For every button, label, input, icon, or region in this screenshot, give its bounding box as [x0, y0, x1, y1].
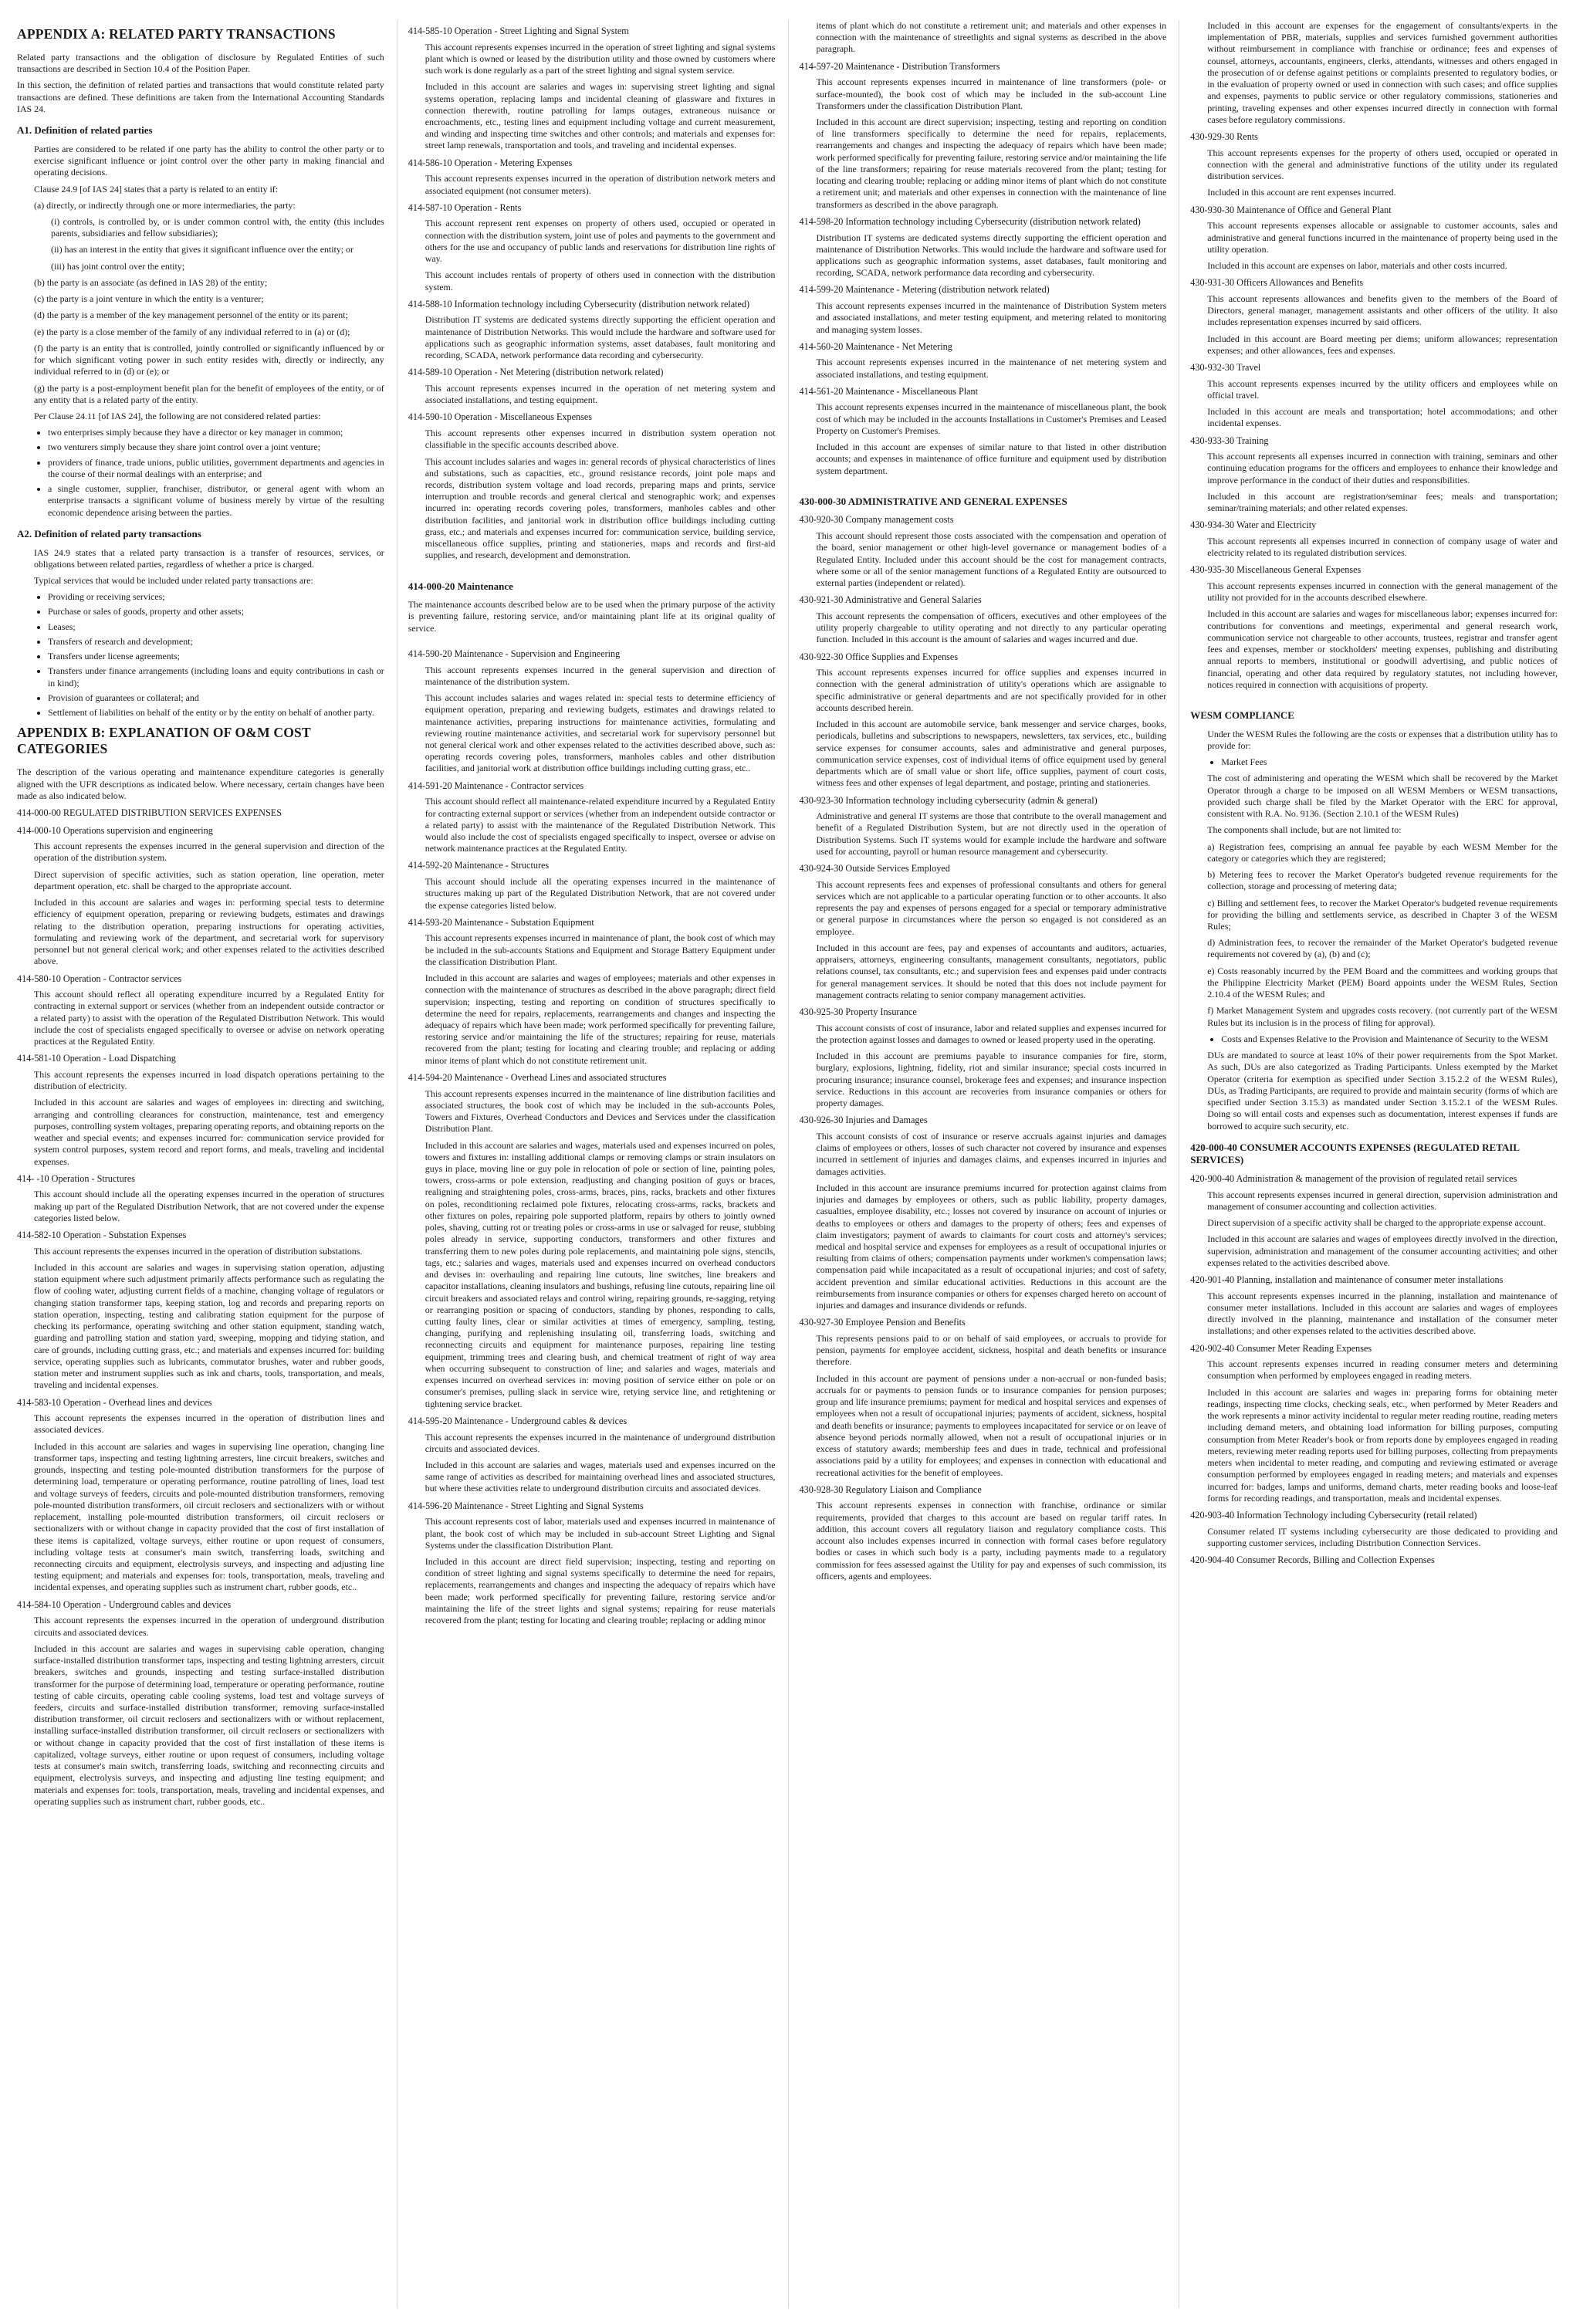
- account-heading: 414-000-10 Operations supervision and engineering: [17, 824, 213, 836]
- account-heading: 414-580-10 Operation - Contractor services: [17, 973, 182, 984]
- account-heading: 420-902-40 Consumer Meter Reading Expenses: [1190, 1342, 1372, 1354]
- account-heading: 430-933-30 Training: [1190, 435, 1269, 446]
- account-heading: 414- -10 Operation - Structures: [17, 1172, 135, 1184]
- paragraph: This account represents expenses incurred in the planning, installation and maintenance of consumer meter installations. Included in this account are salaries and wages of employees directly involved in the planning, maintenance and installation of the consumer meter installations; and other expenses related to the activities described above.: [1207, 1290, 1558, 1337]
- account-heading: 430-935-30 Miscellaneous General Expenses: [1190, 564, 1362, 576]
- account-heading: 414-591-20 Maintenance - Contractor services: [408, 780, 584, 791]
- paragraph: This account represents all expenses incurred in connection with training, seminars and other continuing education programs for the officers and employees to enhance their knowledge and improve performance in the conduct of their duties and responsibilities.: [1207, 451, 1558, 485]
- account-heading: 430-925-30 Property Insurance: [799, 1006, 917, 1018]
- list-item: (e) the party is a close member of the family of any individual referred to in (a) or (d);: [34, 326, 350, 337]
- list-item: (ii) has an interest in the entity that gives it significant influence over the entity; or: [51, 244, 354, 255]
- account-heading: 420-904-40 Consumer Records, Billing and Collection Expenses: [1190, 1554, 1435, 1566]
- list-item: b) Metering fees to recover the Market Operator's budgeted revenue requirements for the collection, storage and processing of metering data;: [1207, 869, 1558, 892]
- paragraph: This account represents expenses for the property of others used, occupied or operated in connection with the general and administrative functions of the utility under its regulated distribution services.: [1207, 147, 1558, 182]
- paragraph: Included in this account are salaries and wages in supervising cable operation, changing surface-installed distribution transformer taps, inspecting and testing lightning arresters, circuit breakers, switches and grounds, inspecting and testing surface-installed distribution transformer for the purpose of determining load, temperature or operating performance, routine testing of cable circuits, operating cable cooling systems, load test and voltage surveys of feeders, circuits and surface-installed distribution transformer, removing surface-installed distribution transformer, oil circuit reclosers and sectionalizers with or without replacement, installing surface-installed distribution transformer, oil circuit reclosers or sectionalizers with or without change in capacity provided that the cost of first installation of these items is capitalized, voltage surveys, either routine or upon request of consumers, including voltage tests at consumer's main switch, transferring loads, switching and reconnecting circuits and equipment, electrolysis surveys, and inspecting and adjusting line testing equipment; and materials and expenses for: tools, transportation, meals, traveling and incidental expenses, and operating supplies such as instrument chart, rubber goods, etc..: [34, 1642, 384, 1807]
- bullet-list: [17, 591, 384, 719]
- paragraph: This account represents expenses incurred in maintenance of plant, the book cost of which may be included in the sub-accounts Stations and Equipment and Storage Battery Equipment under the classification Distribution Plant.: [425, 932, 776, 967]
- list-item: (b) the party is an associate (as defined in IAS 28) of the entity;: [34, 276, 268, 288]
- paragraph: items of plant which do not constitute a retirement unit; and materials and other expenses in connection with the maintenance of streetlights and signal systems as described in the above paragraph.: [816, 20, 1167, 55]
- section-heading: 430-000-30 ADMINISTRATIVE AND GENERAL EXPENSES: [799, 495, 1067, 507]
- paragraph: Included in this account are expenses of similar nature to that listed in other distribution accounts; and expenses in maintenance of office furniture and equipment used by distribution system department.: [816, 441, 1167, 476]
- column-3: [788, 20, 1167, 2309]
- section-heading: WESM COMPLIANCE: [1190, 709, 1294, 722]
- paragraph: Included in this account are Board meeting per diems; uniform allowances; representation expenses; and other allowances, fees and expenses.: [1207, 333, 1558, 356]
- paragraph: This account represents expenses incurred in the maintenance of Distribution System meters and associated installations, and meter testing equipment, and metering related to monitoring and managing system losses.: [816, 300, 1167, 335]
- account-heading: 430-924-30 Outside Services Employed: [799, 863, 950, 874]
- account-heading: 430-930-30 Maintenance of Office and General Plant: [1190, 204, 1392, 215]
- list-item: f) Market Management System and upgrades costs recovery. (not currently part of the WESM Rules but its inclusion is in the process of filing for approval).: [1207, 1005, 1558, 1028]
- account-heading: 420-900-40 Administration & management of the provision of regulated retail services: [1190, 1173, 1517, 1185]
- paragraph: Included in this account are automobile service, bank messenger and service charges, books, periodicals, bulletins and subscriptions to newspapers, newsletters, tax services, etc., building service expenses for consumer accounts, sales and administrative and general purposes, communication service expenses, cost of individual items of office equipment used by general departments which are of small value or short life, office supplies, payment of court costs, witness fees and other expenses of legal department, and postage, printing and stationeries.: [816, 719, 1167, 789]
- list-item: c) Billing and settlement fees, to recover the Market Operator's budgeted revenue requirements for providing the billing and settlements service, as described in Chapter 3 of the WESM Rules;: [1207, 897, 1558, 932]
- paragraph: This account represents expenses incurred in connection with the general management of the utility not provided for in the accounts described elsewhere.: [1207, 580, 1558, 604]
- paragraph: This account represents expenses in connection with franchise, ordinance or similar requirements, provided that charges to this account are based on regular tariff rates. In addition, this account covers all regulatory liaison and regulatory compliance costs. This account also includes expenses incurred in connection with formal cases before regulatory bodies or cases in which such body is a party, including payments made to a regulatory commission for fees assessed against the Utility for pay and expenses of such commission, its officers, agents and employees.: [816, 1500, 1167, 1581]
- paragraph: This account represent rent expenses on property of others used, occupied or operated in connection with the distribution system, joint use of poles and payments to the government and others for the use and occupancy of public lands and reservations for distribution line rights of way.: [425, 218, 776, 265]
- paragraph: DUs are mandated to source at least 10% of their power requirements from the Spot Market. As such, DUs are also categorized as Trading Participants. Unless exempted by the Market Operator (criteria for exemption as specified under Section 3.15.2.2 of the WESM Rules), DUs, as Trading Participants, are required to provide and maintain security (forms of which are specified under Section 3.15.3) as mandated under Section 3.15.2.1 of the WESM Rules. Doing so will entail costs and expenses such as documentation, interest expenses if funds are borrowed to acquire such security, etc.: [1207, 1050, 1558, 1132]
- paragraph: This account represents expenses allocable or assignable to customer accounts, sales and administrative and general functions incurred in the maintenance of property being used in the utility operation.: [1207, 220, 1558, 255]
- paragraph: Related party transactions and the obligation of disclosure by Regulated Entities of such transactions are described in Section 10.4 of the Position Paper.: [17, 52, 384, 75]
- account-heading: 414-582-10 Operation - Substation Expenses: [17, 1230, 187, 1241]
- paragraph: Clause 24.9 [of IAS 24] states that a party is related to an entity if:: [34, 183, 279, 195]
- paragraph: This account should represent those costs associated with the compensation and operation of the board, senior management or other high-level governance or management bodies of a Regulated Entity. Included under this account should be the cost for management contracts, where some or all of the senior management functions of a Regulated Entity are outsourced to external parties (independent or related).: [816, 530, 1167, 589]
- paragraph: This account should include all the operating expenses incurred in the operation of structures making up part of the Regulated Distribution Network, that are not covered under the expense categories listed below.: [34, 1189, 384, 1223]
- paragraph: Included in this account are salaries and wages of employees directly involved in the direction, supervision, administration and management of the consumer accounting activities; and other expenses related to the activities described above.: [1207, 1233, 1558, 1268]
- account-heading: 430-921-30 Administrative and General Salaries: [799, 594, 982, 606]
- paragraph: Direct supervision of specific activities, such as station operation, line operation, meter department operation, etc. shall be charged to the appropriate account.: [34, 868, 384, 891]
- account-heading: 414-560-20 Maintenance - Net Metering: [799, 340, 952, 352]
- paragraph: This account represents expenses incurred in general direction, supervision administration and management of consumer accounting and collection activities.: [1207, 1189, 1558, 1212]
- paragraph: Included in this account are salaries and wages of employees; materials and other expenses in connection with the maintenance of structures as described in the above paragraph; direct field supervision; inspecting, testing and reporting on condition of structures specifically to determine the need for repairs, replacements, rearrangements and changes and inspecting the adequacy of repairs which have been made; work performed specifically for preventing failure, restoring service and/or maintaining the life of the structures; repairing for reuse, materials recovered from the plant; testing for locating and clearing trouble; and replacing or adding minor items of plant which do not constitute retirement unit.: [425, 973, 776, 1066]
- account-heading: 414-588-10 Information technology including Cybersecurity (distribution network related): [408, 298, 750, 310]
- paragraph: Included in this account are salaries and wages, materials used and expenses incurred on poles, towers and fixtures in: installing additional clamps or removing clamps or strain insulators on guys in place, moving line or guy pole in relocation of pole or section of line, painting poles, towers, cross-arms or pole extension, readjusting and changing position of guys or braces, realigning and straightening poles, cross-arms, braces, pins, racks, brackets and other fixtures on poles, reconditioning reclaimed pole fixtures, relocating cross-arms, racks, brackets and other fixtures on poles, repairing pole supported platform, repairs by others to jointly owned poles, shaving, cutting rot or treating poles or cross-arms in use or salvaged for reuse, stubbing poles already in service, supporting conductors, transformers and other fixtures and transferring them to new poles during pole replacements, and maintaining pole signs, stencils, tags, etc.; salaries and wages, materials used and expenses incurred on overhead conductors and devises in: overhauling and repairing line cutouts, line switches, line breakers and capacitor installations, cleaning insulators and bushings, refusing line cutouts, repairing line oil circuit breakers and associated relays and control wiring, repairing grounds, re-sagging, retying or rearranging position or spacing of conductors, standing by phones, responding to calls, cutting faulty lines, clear or similar activities at times of emergency, sampling, testing, changing, purifying and replenishing insulating oil, transferring loads, switching and reconnecting circuits and equipment for maintenance purposes, repairing line testing equipment, trimming trees and clearing bush, and chemical treatment of right of way area when occurring subsequent to construction of line; and salaries and wages, materials and expenses incurred on overhead services in: moving position of service either on pole or on consumer's premises, pulling slack in service wire, retying service line, and retightening or tightening service bracket.: [425, 1139, 776, 1409]
- paragraph: Included in this account are insurance premiums incurred for protection against claims from injuries and damages by employees or others, such as public liability, property damages, casualties, employee disability, etc.; losses not covered by insurance on account of injuries or deaths to employees or others and damages to the property of others; fees and expenses of claim investigators; payment of awards to claimants for court costs and attorney's services; medical and hospital service and expenses for employees as a result of occupational injuries or resulting from claims of others; compensation payments under workmen's compensation laws; compensation paid while incapacitated as a result of occupational injuries; and cost of safety, accident prevention and similar educational activities. Reductions in this account are the reimbursements from insurance companies or others for expenses charged hereto on account of injuries and damages and insurance dividends or refunds.: [816, 1182, 1167, 1311]
- list-item: d) Administration fees, to recover the remainder of the Market Operator's budgeted revenue requirements not covered by (a), (b) and (c);: [1207, 937, 1558, 960]
- paragraph: The description of the various operating and maintenance expenditure categories is generally aligned with the UFR descriptions as indicated below. Where necessary, certain changes have been made as also indicated below.: [17, 766, 384, 801]
- list-item: (iii) has joint control over the entity;: [51, 260, 185, 272]
- paragraph: The maintenance accounts described below are to be used when the primary purpose of the activity is preventing failure, restoring service, and/or maintaining plant life at its original quality of service.: [408, 599, 776, 634]
- section-heading: A1. Definition of related parties: [17, 124, 153, 137]
- paragraph: This account represents expenses incurred in the operation of net metering system and associated installations, and testing equipment.: [425, 382, 776, 406]
- paragraph: This account represents allowances and benefits given to the members of the Board of Directors, general manager, management assistants and other officers of the utility. It also includes representation expenses incurred by said officers.: [1207, 293, 1558, 328]
- account-heading: 414-583-10 Operation - Overhead lines and devices: [17, 1396, 212, 1408]
- paragraph: The components shall include, but are not limited to:: [1207, 824, 1402, 836]
- paragraph: Included in this account are salaries and wages in: performing special tests to determine efficiency of equipment operation, preparing or reviewing budgets, estimates and drawings relating to the distribution operation, preparing instructions for operating activities, formulating and reviewing work of the department, and secretarial work for supervisory personnel but not general clerical work; and other expenses related to the activities described above.: [34, 897, 384, 967]
- list-item: (f) the party is an entity that is controlled, jointly controlled or significantly influenced by or for which significant voting power in such entity resides with, directly or indirectly, any individual referred to in (d) or (e); or: [34, 342, 384, 377]
- paragraph: This account represents the expenses incurred in the general supervision and direction of the operation of the distribution system.: [34, 841, 384, 864]
- list-item: e) Costs reasonably incurred by the PEM Board and the committees and working groups that the Philippine Electricity Market (PEM) Board appoints under the WESM Rules, Section 2.10.4 of the WESM Rules; and: [1207, 965, 1558, 1000]
- paragraph: This account represents expenses incurred for office supplies and expenses incurred in connection with the general administration of utility's operations which are assignable to specific administrative or general departments and are not specifically provided for in other accounts described herein.: [816, 667, 1167, 713]
- account-heading: 430-928-30 Regulatory Liaison and Compliance: [799, 1483, 982, 1495]
- list-item: • providers of finance, trade unions, public utilities, government departments and agencies in the course of their normal dealings with an enterprise; and: [48, 457, 384, 480]
- paragraph: IAS 24.9 states that a related party transaction is a transfer of resources, services, or obligations between related parties, regardless of whether a price is charged.: [34, 546, 384, 570]
- appendix-b-title: APPENDIX B: EXPLANATION OF O&M COST CATEGORIES: [17, 725, 311, 757]
- account-heading: 430-934-30 Water and Electricity: [1190, 519, 1317, 531]
- paragraph: This account consists of cost of insurance, labor and related supplies and expenses incurred for the protection against losses and damages to owned or leased property used in the operating.: [816, 1022, 1167, 1045]
- list-item: • Market Fees: [1221, 756, 1558, 768]
- account-heading: 420-903-40 Information Technology including Cybersecurity (retail related): [1190, 1510, 1477, 1521]
- list-item: (g) the party is a post-employment benefit plan for the benefit of employees of the entity, or of any entity that is a related party of the entity.: [34, 382, 384, 405]
- account-heading: 430-920-30 Company management costs: [799, 514, 954, 526]
- paragraph: Included in this account are salaries and wages in supervising line operation, changing line transformer taps, inspecting and testing lightning arresters, line circuit breakers, switches and grounds, inspecting and testing pole-mounted distribution transformers for the purpose of determining load, temperature or operating performance, routine patrolling of lines, load test and voltage surveys of feeders, circuits and pole-mounted distribution transformers, removing pole-mounted distribution transformers, oil circuit reclosers and sectionalizers with or without replacement, installing pole-mounted distribution transformers, oil circuit reclosers or sectionalizers with or without change in capacity provided that the cost of first installation of these items is capitalized, voltage surveys, either routine or upon request of consumers, including voltage tests at consumer's main switch, transferring loads, switching and reconnecting circuits and equipment, electrolysis surveys, and inspecting and adjusting line testing equipment; and materials and expenses for: tools, transportation, meals, traveling and incidental expenses, and operating supplies such as instrument chart, rubber goods, etc..: [34, 1440, 384, 1593]
- account-heading: 430-922-30 Office Supplies and Expenses: [799, 651, 959, 662]
- list-item: • Purchase or sales of goods, property and other assets;: [48, 606, 384, 617]
- paragraph: This account represents expenses incurred in the operation of distribution network meters and associated equipment (not consumer meters).: [425, 173, 776, 196]
- list-item: (c) the party is a joint venture in which the entity is a venturer;: [34, 293, 264, 305]
- paragraph: Included in this account are salaries and wages, materials used and expenses incurred on the same range of activities as described for maintaining overhead lines and associated structures, but where these activities relate to underground distribution circuits and associated devices.: [425, 1459, 776, 1494]
- paragraph: The cost of administering and operating the WESM which shall be recovered by the Market Operator through a charge to be imposed on all WESM Members or WESM transactions, provided such charge shall be filed by the Market Operator with the ERC for approval, consistent with R.A. No. 9136. (Section 2.10.1 of the WESM Rules): [1207, 773, 1558, 820]
- account-heading: 414-592-20 Maintenance - Structures: [408, 860, 550, 871]
- paragraph: This account represents expenses incurred in maintenance of line transformers (pole- or surface-mounted), the book cost of which may be included in the sub-account Line Transformers under the classification Distribution Plant.: [816, 76, 1167, 111]
- account-heading: 414-589-10 Operation - Net Metering (distribution network related): [408, 367, 664, 378]
- paragraph: This account includes salaries and wages related in: special tests to determine efficiency of equipment operation, preparing and reviewing budgets, estimates and drawings related to maintenance activities, preparing instructions for maintenance activities, formulating and reviewing routine maintenance activities, and secretarial work for supervisory personnel but not general clerical work and other expenses related to the activities described above, such as: operating records covering poles, transformers, manholes cables and other distribution facilities, and janitorial work at distribution office buildings including cutting grass, etc..: [425, 692, 776, 774]
- paragraph: Included in this account are registration/seminar fees; meals and transportation; seminar/training materials; and other related expenses.: [1207, 490, 1558, 514]
- paragraph: In this section, the definition of related parties and transactions that would constitute related party transactions are defined. These definitions are taken from the International Accounting Standards IAS 24.: [17, 79, 384, 114]
- paragraph: This represents pensions paid to or on behalf of said employees, or accruals to provide for pension, payments for employee accident, sickness, hospital and death benefits or insurance therefore.: [816, 1333, 1167, 1368]
- paragraph: This account consists of cost of insurance or reserve accruals against injuries and damages claims of employees or others, losses of such character not covered by insurance and expenses incurred in settlement of injuries and damages claims, and expenses incurred in injuries and damages activities.: [816, 1130, 1167, 1177]
- paragraph: Distribution IT systems are dedicated systems directly supporting the efficient operation and maintenance of Distribution Networks. This would include the hardware and software used for applications such as geographic information systems, asset databases, fault monitoring and recording, SCADA, network performance data recording and cybersecurity.: [816, 232, 1167, 279]
- paragraph: This account represents the expenses incurred in the maintenance of underground distribution circuits and associated devices.: [425, 1431, 776, 1454]
- account-heading: 414-585-10 Operation - Street Lighting and Signal System: [408, 25, 629, 36]
- paragraph: Included in this account are fees, pay and expenses of accountants and auditors, actuaries, appraisers, attorneys, engineering consultants, management consultants, negotiators, public relations counsel, tax consultants, etc.; and supervision fees and expenses paid under contracts for general management services. It should be noted that this does not include payment for management contracts relating to senior company management activities.: [816, 942, 1167, 1000]
- account-heading: 414-581-10 Operation - Load Dispatching: [17, 1053, 176, 1064]
- paragraph: This account represents expenses incurred in the operation of street lighting and signal systems plant which is owned or leased by the distribution utility and those owned by customers where such work is done regularly as a part of the street lighting and signal system service.: [425, 41, 776, 76]
- account-heading: 414-590-20 Maintenance - Supervision and Engineering: [408, 648, 621, 659]
- account-heading: 414-000-00 REGULATED DISTRIBUTION SERVICES EXPENSES: [17, 807, 282, 819]
- paragraph: Distribution IT systems are dedicated systems directly supporting the efficient operation and maintenance of Distribution Networks. This would include the hardware and software used for applications such as geographic information systems, asset databases, fault monitoring and recording, SCADA, network performance data recording and cybersecurity.: [425, 314, 776, 361]
- paragraph: Included in this account are salaries and wages of employees in: directing and switching, arranging and controlling clearances for construction, maintenance, test and emergency purposes, controlling system voltages, preparing operating reports, and obtaining reports on the weather and special events; and expenses incurred for: communication service provided for system control purposes, system record and report forms, and meals, traveling and incidental expenses.: [34, 1097, 384, 1167]
- paragraph: Included in this account are expenses for the engagement of consultants/experts in the implementation of PBR, materials, supplies and services furnished government authorities without reimbursement in compliance with franchise or ordinance; fees and expenses of counsel, attorneys, accountants, engineers, clerks, attendants, witnesses and others engaged in the prosecution of or defense against petitions or complaints presented to regulatory bodies, or in the evaluation of property owned or used in connection with such cases; and office supplies and expenses, payments to public service or other regulatory commissions, stationeries and printing, traveling expenses and other expenses incurred directly in connection with formal cases before regulatory commissions.: [1207, 20, 1558, 125]
- paragraph: Included in this account are direct supervision; inspecting, testing and reporting on condition of line transformers specifically to determine the need for repairs, replacements, rearrangements and changes and inspecting the adequacy of repairs which have been made; work performed specifically for preventing failure, restoring service and/or maintaining the life of the line transformers; repairing for reuse materials recovered from the plant; testing for locating and clearing trouble; replacing or adding minor items of plant which do not constitute a retirement unit; and materials and other expenses in connection with the maintenance of line transformers as described in the above paragraph.: [816, 117, 1167, 210]
- account-heading: 430-927-30 Employee Pension and Benefits: [799, 1317, 966, 1328]
- list-item: • Provision of guarantees or collateral; and: [48, 692, 384, 704]
- paragraph: This account represents expenses incurred by the utility officers and employees while on official travel.: [1207, 377, 1558, 401]
- account-heading: 414-597-20 Maintenance - Distribution Transformers: [799, 60, 1000, 72]
- account-heading: 430-931-30 Officers Allowances and Benefits: [1190, 277, 1364, 289]
- paragraph: This account represents the expenses incurred in the operation of underground distribution circuits and associated devices.: [34, 1615, 384, 1638]
- account-heading: 420-901-40 Planning, installation and maintenance of consumer meter installations: [1190, 1274, 1504, 1286]
- paragraph: This account represents expenses incurred in the maintenance of line distribution facilities and associated structures, the book cost of which may be included in the sub-accounts Poles, Towers and Fixtures, Overhead Conductors and Devices and Services under the classification Distribution Plant.: [425, 1088, 776, 1135]
- paragraph: This account represents the expenses incurred in the operation of distribution substations.: [34, 1245, 363, 1257]
- account-heading: 414-590-10 Operation - Miscellaneous Expenses: [408, 411, 593, 423]
- account-heading: 414-593-20 Maintenance - Substation Equipment: [408, 916, 594, 928]
- section-heading: 420-000-40 CONSUMER ACCOUNTS EXPENSES (REGULATED RETAIL SERVICES): [1190, 1141, 1520, 1166]
- paragraph: This account should reflect all operating expenditure incurred by a Regulated Entity for contracting in external support or services (whether from an independent outside contractor or a related party) to assist with the operation of the Regulated Distribution Network. This would include the cost of specialists engaged specifically to oversee or advise on network operating practices at the Regulated Entity.: [34, 989, 384, 1047]
- section-heading: 414-000-20 Maintenance: [408, 580, 513, 592]
- column-1: [17, 20, 384, 2309]
- paragraph: Included in this account are salaries and wages in: supervising street lighting and signal systems operation, replacing lamps and incidental cleaning of glassware and fixtures in connection therewith, routine patrolling for lamps outages, extraneous nuisance or encroachments, etc., testing lines and equipment including voltage and current measurement, and winding and inspecting time switches and other controls; and materials and expenses for: street lamp renewals, transportation and tools, and traveling and incidental expenses.: [425, 81, 776, 151]
- list-item: • a single customer, supplier, franchiser, distributor, or general agent with whom an enterprise transacts a significant volume of business merely by virtue of the resulting economic dependence arising between the parties.: [48, 483, 384, 519]
- paragraph: This account represents the compensation of officers, executives and other employees of the utility properly chargeable to utility operating and not directly to any particular operating function. Included in this account is the amount of salaries and wages incurred and due.: [816, 610, 1167, 645]
- paragraph: This account represents expenses incurred in the maintenance of miscellaneous plant, the book cost of which may be included in the accounts Installations in Customer's Premises and Leased Property on Customer's Premises.: [816, 401, 1167, 436]
- bullet-list: [1190, 1033, 1558, 1045]
- paragraph: This account should reflect all maintenance-related expenditure incurred by a Regulated Entity for contracting external support or services (whether from an independent outside contractor or a related party) to assist with the maintenance of the Regulated Distribution Network. This would also include the cost of specialists engaged specifically to inspect, oversee or advise on network maintenance practices at the Regulated Entity.: [425, 796, 776, 854]
- list-item: • Transfers under finance arrangements (including loans and equity contributions in cash or in kind);: [48, 665, 384, 688]
- account-heading: 414-586-10 Operation - Metering Expenses: [408, 157, 573, 168]
- paragraph: Included in this account are direct field supervision; inspecting, testing and reporting on condition of street lighting and signal systems specifically to determine the need for repairs, replacements, rearrangements and changes and inspecting the adequacy of repairs which have been made; work performed specifically for preventing failure, restoring service and/or maintaining the life of the street lights and signal systems; repairing for reuse materials recovered from the plant; testing for locating and clearing trouble; replacing or adding minor: [425, 1555, 776, 1626]
- list-item: • Transfers under license agreements;: [48, 651, 384, 662]
- column-2: [397, 20, 776, 2309]
- paragraph: This account includes salaries and wages in: general records of physical characteristics of lines and substations, such as capacities, etc., ground resistance records, joint pole maps and records, distribution system voltage and load records, preparing maps and prints, service interruption and trouble records and general clerical and stenographic work; and expenses incurred in: operating records covering poles, transformers, manholes cables and other distribution facilities, and janitorial work in distribution office buildings including cutting grass, etc.; and materials and expenses incurred for: communication service, building service, miscellaneous office supplies, printing and stationeries, maps and records and first-aid supplies, and research, development and demonstration.: [425, 455, 776, 561]
- paragraph: Included in this account are expenses on labor, materials and other costs incurred.: [1207, 259, 1507, 271]
- bullet-list: [1190, 756, 1558, 768]
- paragraph: Included in this account are salaries and wages in supervising station operation, adjusting station equipment where such adjustment primarily affects performance such as regulating the flow of cooling water, adjusting current fields of a machine, changing voltage of regulators or changing station transformer taps, keeping station, log and records and preparing reports on station operation, inspecting, testing and calibrating station equipment for the purpose of checking its performance, operating switching and other station equipment, standing watch, guarding and patrolling station and station yard, sweeping, mopping and tidying station, and care of grounds, including cutting grass, etc.; and materials and expenses incurred for: building service, operating supplies such as lubricants, commutator brushes, water and rubber goods, station meter and instrument supplies such as ink and charts, tools, transportation, and meals, traveling and incidental expenses.: [34, 1262, 384, 1391]
- list-item: • two enterprises simply because they have a director or key manager in common;: [48, 427, 384, 438]
- paragraph: Administrative and general IT systems are those that contribute to the overall management and benefit of a Regulated Distribution System, but are not directly used in the operation of Distribution Systems. Such IT systems would for example include the hardware and software used for accounting, payroll or human resource management and cybersecurity.: [816, 810, 1167, 857]
- paragraph: Included in this account are premiums payable to insurance companies for fire, storm, burglary, explosions, lightning, fidelity, riot and similar insurance; special costs incurred in procuring insurance; insurance counsel, brokerage fees and expenses; and insurance inspection service. Reductions in this account are recoveries from insurance companies or others for property damages.: [816, 1050, 1167, 1109]
- paragraph: Direct supervision of a specific activity shall be charged to the appropriate expense account.: [1207, 1217, 1546, 1229]
- paragraph: Consumer related IT systems including cybersecurity are those dedicated to providing and supporting customer services, including Distribution Connection Services.: [1207, 1525, 1558, 1548]
- list-item: (d) the party is a member of the key management personnel of the entity or its parent;: [34, 310, 348, 321]
- list-item: • Settlement of liabilities on behalf of the entity or by the entity on behalf of another party.: [48, 707, 384, 719]
- account-heading: 414-561-20 Maintenance - Miscellaneous Plant: [799, 385, 979, 397]
- paragraph: Typical services that would be included under related party transactions are:: [34, 574, 313, 586]
- list-item: • Providing or receiving services;: [48, 591, 384, 603]
- paragraph: This account represents all expenses incurred in connection of company usage of water and electricity related to its regulated distribution services.: [1207, 535, 1558, 559]
- paragraph: Under the WESM Rules the following are the costs or expenses that a distribution utility has to provide for:: [1207, 728, 1558, 751]
- appendix-a-title: APPENDIX A: RELATED PARTY TRANSACTIONS: [17, 26, 336, 42]
- account-heading: 414-595-20 Maintenance - Underground cables & devices: [408, 1415, 628, 1426]
- bullet-list: [17, 427, 384, 519]
- paragraph: This account represents cost of labor, materials used and expenses incurred in maintenance of plant, the book cost of which may be included in sub-account Street Lighting and Signal Systems under the classification Distribution Plant.: [425, 1516, 776, 1551]
- list-item: • Costs and Expenses Relative to the Provision and Maintenance of Security to the WESM: [1221, 1033, 1558, 1045]
- account-heading: 430-932-30 Travel: [1190, 361, 1261, 373]
- paragraph: This account represents other expenses incurred in distribution system operation not classifiable in the specific accounts described above.: [425, 428, 776, 451]
- paragraph: Included in this account are salaries and wages for miscellaneous labor; expenses incurred for: contributions for conventions and meetings, experimental and general research work, communication service not chargeable to other accounts, trustees, registrar and transfer agent fees and expenses, member or stockholders' meeting expenses, publishing and distributing annual reports to members, institutional or goodwill advertising, and public notices of financial, operating and other data required by regulatory statutes, not including however, notices required in connection with acquisitions of property.: [1207, 608, 1558, 690]
- paragraph: Included in this account are rent expenses incurred.: [1207, 187, 1396, 198]
- account-heading: 414-598-20 Information technology including Cybersecurity (distribution network related): [799, 215, 1141, 227]
- account-heading: 430-926-30 Injuries and Damages: [799, 1115, 928, 1126]
- account-heading: 430-929-30 Rents: [1190, 131, 1258, 143]
- paragraph: Included in this account are payment of pensions under a non-accrual or non-funded basis; accruals for or payments to pension funds or to insurance companies for pension purposes; group and life insurance premiums; payment for medical and hospital services and expenses of employees when not a result of occupational injuries; payments of accident, sickness, hospital and death benefits or insurance; payments to employees incapacitated for service or on leave of absence beyond periods normally allowed, when not a result of occupational injuries or in excess of statutory awards; membership fees and dues in trade, technical and professional associations paid by a utility for employees; and expenses in connection with educational and recreational activities for the benefit of employees.: [816, 1372, 1167, 1478]
- list-item: (a) directly, or indirectly through one or more intermediaries, the party:: [34, 199, 296, 211]
- paragraph: Parties are considered to be related if one party has the ability to control the other party or to exercise significant influence or joint control over the other party in making financial and operating decisions.: [34, 143, 384, 178]
- column-4: [1179, 20, 1558, 2309]
- paragraph: This account represents the expenses incurred in the operation of distribution lines and associated devices.: [34, 1412, 384, 1436]
- list-item: (i) controls, is controlled by, or is under common control with, the entity (this includes parents, subsidiaries and fellow subsidiaries);: [51, 215, 384, 239]
- list-item: a) Registration fees, comprising an annual fee payable by each WESM Member for the category or categories which they are registered;: [1207, 841, 1558, 864]
- account-heading: 414-584-10 Operation - Underground cables and devices: [17, 1598, 232, 1610]
- account-heading: 430-923-30 Information technology including cybersecurity (admin & general): [799, 794, 1098, 806]
- paragraph: This account represents expenses incurred in the general supervision and direction of maintenance of the distribution system.: [425, 664, 776, 687]
- section-heading: A2. Definition of related party transactions: [17, 527, 201, 540]
- paragraph: Per Clause 24.11 [of IAS 24], the following are not considered related parties:: [34, 411, 321, 422]
- paragraph: This account represents expenses incurred in reading consumer meters and determining consumption when performed by employees engaged in reading meters.: [1207, 1358, 1558, 1382]
- paragraph: Included in this account are meals and transportation; hotel accommodations; and other incidental expenses.: [1207, 406, 1558, 429]
- account-heading: 414-599-20 Maintenance - Metering (distribution network related): [799, 284, 1050, 296]
- list-item: • two venturers simply because they share joint control over a joint venture;: [48, 441, 384, 453]
- account-heading: 414-596-20 Maintenance - Street Lighting and Signal Systems: [408, 1500, 644, 1511]
- account-heading: 414-587-10 Operation - Rents: [408, 201, 522, 213]
- paragraph: This account should include all the operating expenses incurred in the maintenance of structures making up part of the Regulated Distribution Network, that are not covered under the expense categories listed below.: [425, 876, 776, 911]
- list-item: • Leases;: [48, 621, 384, 633]
- paragraph: This account represents fees and expenses of professional consultants and others for general services which are not applicable to a particular operating function or to other accounts. It also represents the pay and expenses of persons engaged for a special or temporary administrative or general purpose in circumstances where the person so engaged is not considered as an employee.: [816, 878, 1167, 937]
- paragraph: This account represents the expenses incurred in load dispatch operations pertaining to the distribution of electricity.: [34, 1068, 384, 1092]
- paragraph: Included in this account are salaries and wages in: preparing forms for obtaining meter readings, inspecting time clocks, checking seals, etc., when performed by Meter Readers and the work represents a minor activity incidental to regular meter reading routine, reading meters including demand meters, and obtaining load information for billing purposes, computing consumption from Meter Reader's book or from reports done by employees engaged in reading meters, reviewing meter reading reports used for billing purposes, collecting from prepayments meters when incidental to meter reading, and computing and reviewing estimated or average consumption performed by employees engaged in reading meters; and materials and expenses incurred for: badges, lamps and uniforms, demand charts, meter reading books and loose-leaf forms for recording readings, and transportation, meals and incidental expenses.: [1207, 1386, 1558, 1504]
- paragraph: This account represents expenses incurred in the maintenance of net metering system and associated installations, and testing equipment.: [816, 357, 1167, 380]
- paragraph: This account includes rentals of property of others used in connection with the distribution system.: [425, 269, 776, 293]
- list-item: • Transfers of research and development;: [48, 636, 384, 648]
- account-heading: 414-594-20 Maintenance - Overhead Lines and associated structures: [408, 1071, 667, 1083]
